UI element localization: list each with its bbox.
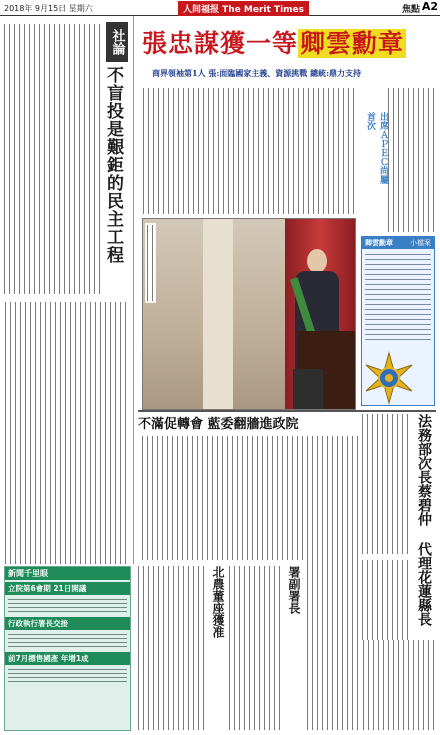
newspaper-logo: 人间福报 The Merit Times bbox=[178, 1, 309, 16]
brief-headline: 立院第6會期 21日開議 bbox=[5, 582, 130, 595]
award-factbox-tag: 小檔案 bbox=[410, 239, 431, 247]
brief-headline: 行政執行署長交接 bbox=[5, 617, 130, 630]
section4-headline: 法務部次長蔡碧仲 代理花蓮縣長 bbox=[416, 414, 432, 626]
main-headline-highlight: 卿雲勳章 bbox=[300, 29, 405, 58]
sidebar-title: 新聞千里眼 bbox=[5, 567, 130, 580]
main-story-text-right bbox=[386, 88, 436, 232]
editorial-tag: 社論 bbox=[106, 22, 128, 62]
main-headline-text bbox=[142, 24, 434, 60]
apec-pullquote: 出席ＡＰＥＣ尚屬首次 bbox=[365, 112, 388, 184]
main-headline bbox=[142, 24, 434, 64]
award-factbox bbox=[361, 236, 435, 406]
news-brief-sidebar bbox=[4, 566, 131, 731]
main-story-text bbox=[142, 88, 356, 214]
photo-pillar bbox=[203, 219, 233, 410]
award-factbox-text bbox=[365, 252, 431, 344]
editorial-body-text bbox=[4, 24, 102, 294]
brief-text bbox=[8, 597, 127, 615]
award-factbox-name: 卿雲勳章 bbox=[365, 239, 393, 247]
section2-headline: 不滿促轉會 藍委翻牆進政院 bbox=[138, 417, 299, 432]
main-headline-part-a: 張忠謀獲一等 bbox=[142, 29, 299, 58]
editorial-column bbox=[0, 16, 134, 564]
issue-date: 2018年 9月15日 星期六 bbox=[4, 4, 93, 13]
photo-caption bbox=[145, 223, 156, 303]
editorial-headline: 不盲投是艱鉅的民主工程 bbox=[103, 66, 123, 264]
section2-text-lower bbox=[138, 566, 206, 730]
photo-flag-stand bbox=[293, 369, 323, 409]
section4-text bbox=[362, 414, 410, 554]
section3-subheadline: 署副署長 bbox=[287, 566, 301, 614]
section-name: 焦點 bbox=[401, 5, 420, 15]
photo-head bbox=[307, 249, 327, 273]
brief-headline: 前7月標售國產 年增1成 bbox=[5, 652, 130, 665]
page-header bbox=[0, 0, 440, 16]
page-number: A2 bbox=[421, 0, 438, 13]
section2-subheadline: 北農董座獲准 bbox=[211, 566, 225, 638]
section2-text bbox=[138, 436, 360, 560]
main-subheadline: 商界領袖第1人 張:面臨國家主義、資源挑戰 總統:鼎力支持 bbox=[152, 68, 362, 78]
brief-text bbox=[8, 667, 127, 685]
section-divider bbox=[138, 410, 436, 412]
award-factbox-title bbox=[362, 237, 434, 249]
section4-text-lower bbox=[362, 640, 436, 730]
medal-icon bbox=[362, 351, 416, 405]
photo-caption-text bbox=[146, 225, 155, 301]
brief-text bbox=[8, 632, 127, 650]
ceremony-photo bbox=[142, 218, 356, 410]
section2-sub-text bbox=[228, 566, 282, 730]
editorial bbox=[2, 20, 132, 570]
editorial-body-text-continued bbox=[4, 302, 128, 564]
